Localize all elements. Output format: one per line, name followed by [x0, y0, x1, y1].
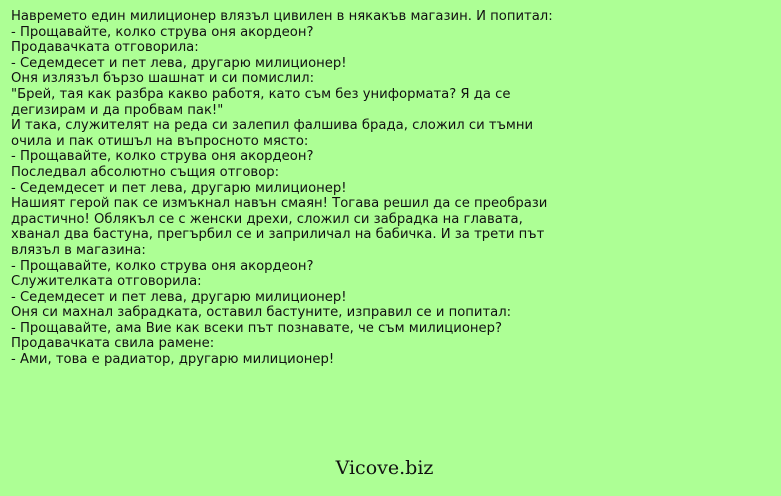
text-line: драстично! Облякъл се с женски дрехи, сложил си забрадка на главата,	[11, 211, 523, 227]
joke-text	[11, 9, 771, 368]
text-line: влязъл в магазина:	[11, 242, 146, 258]
text-line: дегизирам и да пробвам пак!"	[11, 102, 224, 118]
text-line: Оня излязъл бързо шашнат и си помислил:	[11, 71, 315, 87]
text-line: - Седемдесет и пет лева, другарю милиционер!	[11, 289, 347, 305]
text-line: - Ами, това е радиатор, другарю милиционер!	[11, 352, 335, 368]
text-line: Служителката отговорила:	[11, 274, 202, 290]
text-line: - Седемдесет и пет лева, другарю милиционер!	[11, 180, 347, 196]
text-line: очила и пак отишъл на въпросното място:	[11, 133, 309, 149]
text-line: хванал два бастуна, прегърбил се и заприличал на бабичка. И за трети път	[11, 227, 545, 243]
text-line: - Прощавайте, колко струва оня акордеон?	[11, 24, 314, 40]
text-line: Последвал абсолютно същия отговор:	[11, 164, 280, 180]
text-line: Навремето един милиционер влязъл цивилен в някакъв магазин. И попитал:	[11, 9, 553, 24]
text-line: - Седемдесет и пет лева, другарю милиционер!	[11, 55, 347, 71]
text-line: И така, служителят на реда си залепил фалшива брада, сложил си тъмни	[11, 118, 534, 134]
text-line: Продавачката отговорила:	[11, 40, 199, 56]
text-line: Нашият герой пак се измъкнал навън смаян! Тогава решил да се преобрази	[11, 196, 548, 212]
text-line: - Прощавайте, колко струва оня акордеон?	[11, 258, 314, 274]
text-line: - Прощавайте, колко струва оня акордеон?	[11, 149, 314, 165]
text-line: "Брей, тая как разбра какво работя, като съм без униформата? Я да се	[11, 86, 511, 102]
text-line: Продавачката свила рамене:	[11, 336, 215, 352]
text-line: Оня си махнал забрадката, оставил бастуните, изправил се и попитал:	[11, 305, 512, 321]
site-name: Vicove.biz	[335, 457, 434, 479]
text-line: - Прощавайте, ама Вие как всеки път познавате, че съм милиционер?	[11, 320, 503, 336]
